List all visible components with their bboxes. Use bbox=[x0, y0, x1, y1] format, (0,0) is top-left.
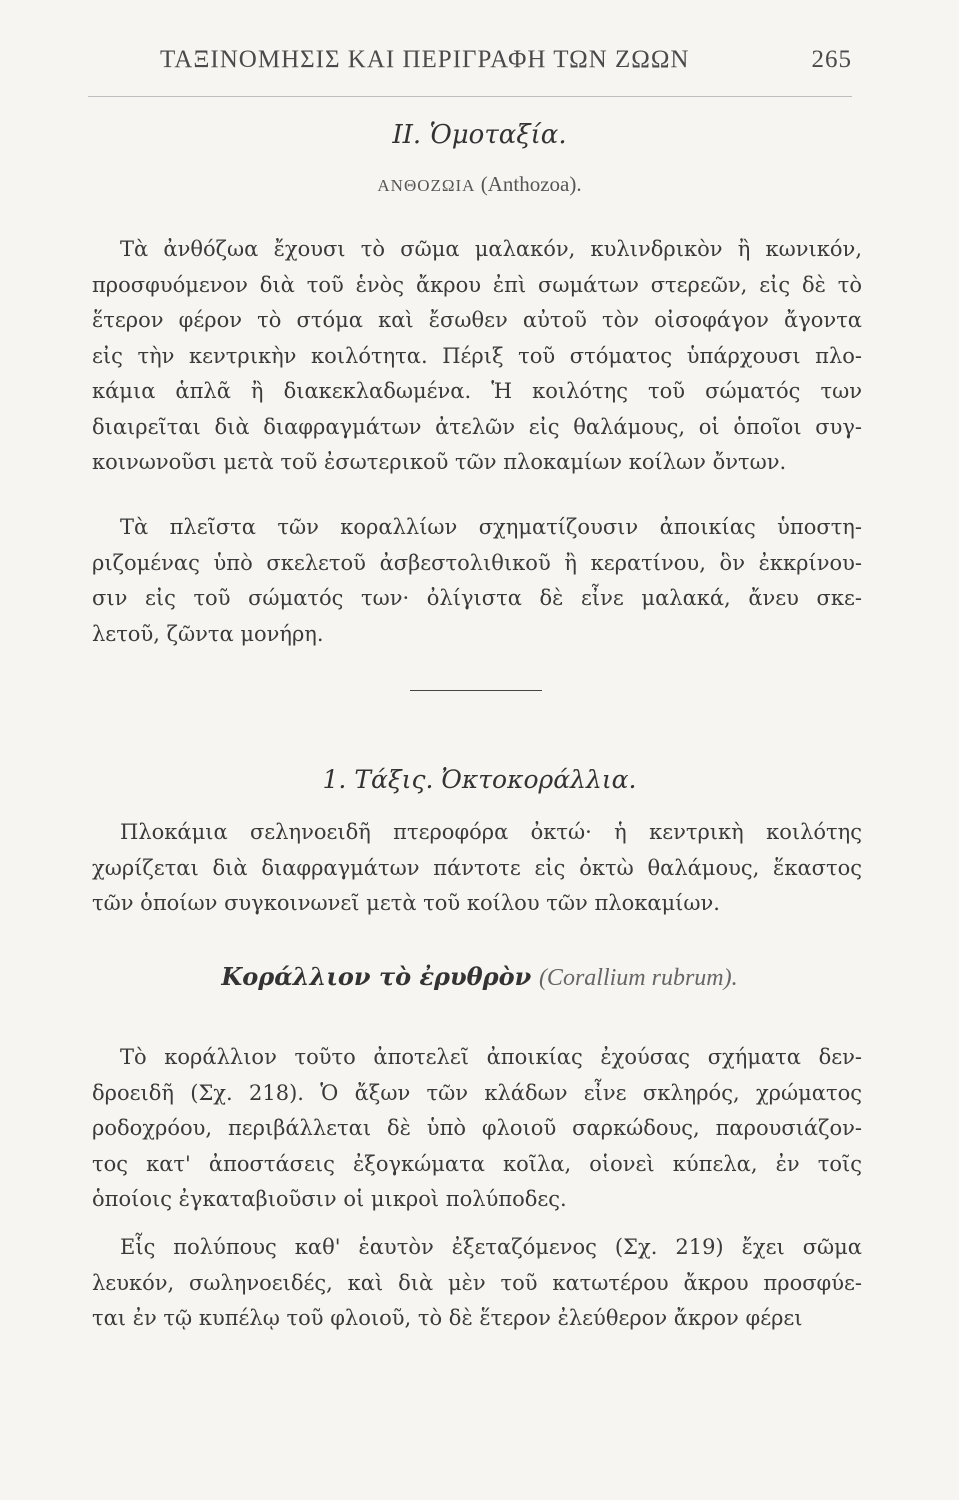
section-divider bbox=[410, 690, 542, 691]
text-line: λετοῦ, ζῶντα μονήρη. bbox=[92, 621, 324, 646]
paragraph-polyp bbox=[92, 1230, 862, 1337]
text-line: ται ἐν τῷ κυπέλῳ τοῦ φλοιοῦ, τὸ δὲ ἕτερον ἐλεύθερον ἄκρον φέρει bbox=[92, 1306, 803, 1330]
text-line: Τὰ πλεῖστα τῶν κοραλλίων σχηματίζουσιν ἀποικίας ὑποστη- bbox=[120, 515, 862, 539]
text-line: διαιρεῖται διὰ διαφραγμάτων ἀτελῶν εἰς θαλάμους, οἱ ὁποῖοι συγ- bbox=[92, 414, 862, 439]
text-line: κάμια ἁπλᾶ ἢ διακεκλαδωμένα. Ἡ κοιλότης τοῦ σώματός των bbox=[92, 379, 862, 403]
text-line: προσφυόμενον διὰ τοῦ ἑνὸς ἄκρου ἐπὶ σωμάτων στερεῶν, εἰς δὲ τὸ bbox=[92, 272, 862, 297]
text-line: Τὰ ἀνθόζωα ἔχουσι τὸ σῶμα μαλακόν, κυλινδρικὸν ἢ κωνικόν, bbox=[120, 237, 862, 261]
paragraph-anthozoa-description bbox=[92, 232, 862, 481]
text-line: εἰς τὴν κεντρικὴν κοιλότητα. Πέριξ τοῦ στόματος ὑπάρχουσι πλο- bbox=[92, 343, 862, 368]
paragraph-octocorallia bbox=[92, 815, 862, 922]
class-subheading-greek: ΑΝΘΟΖΩΙΑ bbox=[377, 176, 476, 195]
text-line: δροειδῆ (Σχ. 218). Ὁ ἄξων τῶν κλάδων εἶνε σκληρός, χρώματος bbox=[92, 1080, 862, 1105]
class-subheading bbox=[0, 172, 959, 197]
running-head-title: ΤΑΞΙΝΟΜΗΣΙΣ ΚΑΙ ΠΕΡΙΓΡΑΦΗ ΤΩΝ ΖΩΩΝ bbox=[160, 46, 690, 73]
paragraph-coral-colonies bbox=[92, 510, 862, 652]
order-heading: 1. Τάξις. Ὀκτοκοράλλια. bbox=[322, 765, 637, 794]
text-line: λευκόν, σωληνοειδές, καὶ διὰ μὲν τοῦ κατωτέρου ἄκρου προσφύε- bbox=[92, 1270, 862, 1295]
text-line: σιν εἰς τοῦ σώματός των· ὀλίγιστα δὲ εἶνε μαλακά, ἄνευ σκε- bbox=[92, 586, 862, 610]
text-line: τῶν ὁποίων συγκοινωνεῖ μετὰ τοῦ κοίλου τῶν πλοκαμίων. bbox=[92, 891, 720, 915]
text-line: ριζομένας ὑπὸ σκελετοῦ ἀσβεστολιθικοῦ ἢ κερατίνου, ὃν ἐκκρίνου- bbox=[92, 550, 862, 575]
class-subheading-latin: (Anthozoa). bbox=[480, 172, 582, 196]
text-line: Τὸ κοράλλιον τοῦτο ἀποτελεῖ ἀποικίας ἐχούσας σχήματα δεν- bbox=[120, 1045, 862, 1069]
text-line: Εἷς πολύπους καθ' ἑαυτὸν ἐξεταζόμενος (Σχ. 219) ἔχει σῶμα bbox=[120, 1235, 862, 1259]
text-line: τος κατ' ἀποστάσεις ἐξογκώματα κοῖλα, οἱονεὶ κύπελα, ἐν τοῖς bbox=[92, 1151, 862, 1176]
text-line: ἕτερον φέρον τὸ στόμα καὶ ἔσωθεν αὐτοῦ τὸν οἰσοφάγον ἄγοντα bbox=[92, 308, 862, 332]
text-line: Πλοκάμια σεληνοειδῆ πτεροφόρα ὀκτώ· ἡ κεντρικὴ κοιλότης bbox=[120, 820, 862, 844]
species-heading-latin: (Corallium rubrum). bbox=[538, 965, 738, 991]
header-rule bbox=[88, 96, 852, 97]
text-line: ὁποίοις ἐγκαταβιοῦσιν οἱ μικροὶ πολύποδες. bbox=[92, 1187, 567, 1211]
running-head bbox=[160, 46, 852, 74]
text-line: χωρίζεται διὰ διαφραγμάτων πάντοτε εἰς ὀκτὼ θαλάμους, ἕκαστος bbox=[92, 855, 862, 880]
species-heading-greek: Κοράλλιον τὸ ἐρυθρὸν bbox=[221, 962, 532, 991]
page-number: 265 bbox=[811, 46, 852, 73]
species-heading bbox=[0, 962, 959, 992]
text-line: κοινωνοῦσι μετὰ τοῦ ἐσωτερικοῦ τῶν πλοκαμίων κοίλων ὄντων. bbox=[92, 450, 787, 474]
text-line: ροδοχρόου, περιβάλλεται δὲ ὑπὸ φλοιοῦ σαρκώδους, παρουσιάζον- bbox=[92, 1116, 862, 1140]
class-heading: II. Ὁμοταξία. bbox=[392, 120, 567, 150]
paragraph-red-coral bbox=[92, 1040, 862, 1218]
